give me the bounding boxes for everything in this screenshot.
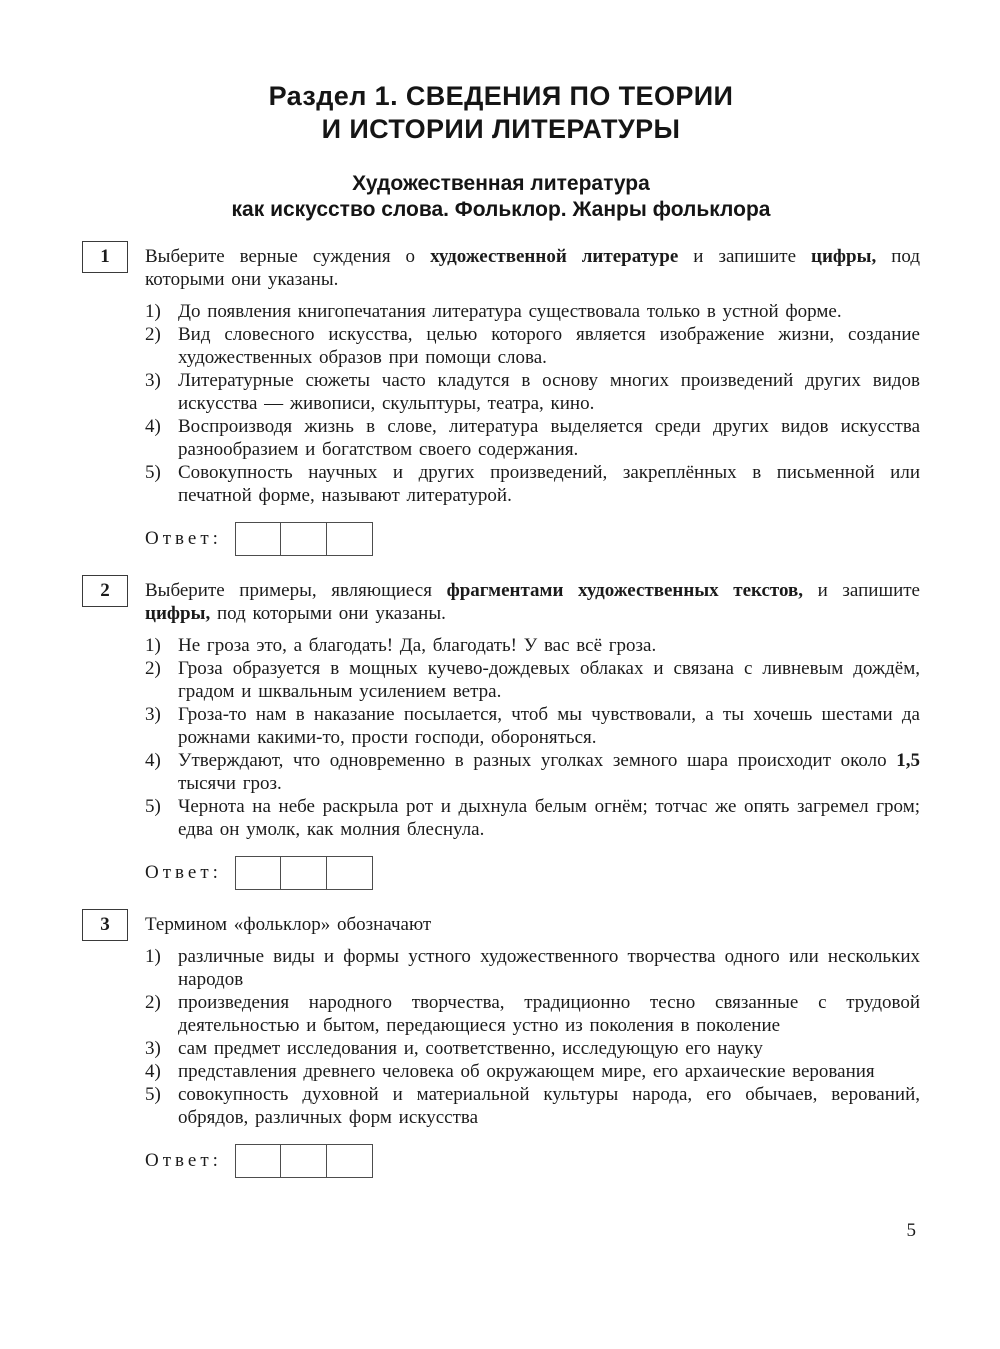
option-item [145,634,920,657]
option-text: До появления книгопечатания литература существовала только в устной форме. [178,301,842,322]
section-title-line2: И ИСТОРИИ ЛИТЕРАТУРЫ [321,114,681,144]
option-item [145,703,920,749]
option-number: 4) [145,750,161,771]
question-1 [82,245,920,557]
topic-title-line1: Художественная литература [352,172,650,195]
option-number: 4) [145,416,161,437]
answer-label: Ответ: [145,528,222,549]
option-item [145,300,920,323]
option-number: 1) [145,635,161,656]
option-number: 3) [145,704,161,725]
option-item [145,323,920,369]
question-1-options [145,300,920,507]
option-text: произведения народного творчества, традиционно тесно связанные с трудовой деятельностью и бытом, передающиеся устно из поколения в поколение [178,992,920,1036]
answer-cell [281,522,327,556]
answer-boxes [235,856,373,890]
option-item [145,369,920,415]
option-item [145,657,920,703]
question-1-number-box [82,241,128,273]
option-item [145,461,920,507]
question-1-prompt: Выберите верные суждения о художественной литературе и запишите цифры, под которыми они указаны. [145,246,920,290]
option-text: сам предмет исследования и, соответственно, исследующую его науку [178,1038,763,1059]
option-number: 5) [145,462,161,483]
option-item [145,1037,920,1060]
section-title-line1: Раздел 1. СВЕДЕНИЯ ПО ТЕОРИИ [268,81,734,111]
topic-title-line2: как искусство слова. Фольклор. Жанры фольклора [231,198,771,221]
option-text: различные виды и формы устного художественного творчества одного или нескольких народов [178,946,920,990]
option-number: 5) [145,796,161,817]
answer-cell [235,1144,281,1178]
answer-row [145,521,920,557]
option-number: 3) [145,1038,161,1059]
option-text: Литературные сюжеты часто кладутся в основу многих произведений других видов искусства — живописи, скульптуры, театра, кино. [178,370,920,414]
option-text: Чернота на небе раскрыла рот и дыхнула белым огнём; тотчас же опять загремел гром; едва он умолк, как молния блеснула. [178,796,920,840]
option-item [145,945,920,991]
answer-boxes [235,522,373,556]
option-text: совокупность духовной и материальной культуры народа, его обычаев, верований, обрядов, различных форм искусства [178,1084,920,1128]
answer-cell [327,1144,373,1178]
topic-title [82,171,920,223]
answer-label: Ответ: [145,1150,222,1171]
option-item [145,749,920,795]
option-item [145,415,920,461]
option-number: 2) [145,658,161,679]
option-number: 5) [145,1084,161,1105]
question-3 [82,913,920,1179]
option-number: 2) [145,324,161,345]
answer-boxes [235,1144,373,1178]
option-number: 3) [145,370,161,391]
option-text: представления древнего человека об окружающем мире, его архаические верования [178,1061,875,1082]
question-3-prompt: Термином «фольклор» обозначают [145,914,432,935]
answer-row [145,855,920,891]
option-text: Гроза-то нам в наказание посылается, чтоб мы чувствовали, а ты хочешь шестами да рожнами какими-то, прости господи, обороняться. [178,704,920,748]
option-text: Воспроизводя жизнь в слове, литература выделяется среди других видов искусства разнообразием и богатством своего содержания. [178,416,920,460]
question-2-prompt: Выберите примеры, являющиеся фрагментами художественных текстов, и запишите цифры, под которыми они указаны. [145,580,920,624]
question-2-number-box [82,575,128,607]
answer-label: Ответ: [145,862,222,883]
section-title [82,80,920,146]
answer-cell [281,856,327,890]
question-3-number: 3 [100,914,110,935]
question-1-number: 1 [100,246,110,267]
answer-cell [281,1144,327,1178]
option-number: 4) [145,1061,161,1082]
option-number: 1) [145,301,161,322]
question-2 [82,579,920,891]
question-2-options [145,634,920,841]
answer-cell [235,522,281,556]
page-number: 5 [906,1220,916,1241]
option-number: 1) [145,946,161,967]
answer-cell [327,856,373,890]
question-3-options [145,945,920,1129]
option-text: Утверждают, что одновременно в разных уголках земного шара происходит около 1,5 тысячи гроз. [178,750,920,794]
option-item [145,1083,920,1129]
option-number: 2) [145,992,161,1013]
option-text: Совокупность научных и других произведений, закреплённых в письменной или печатной форме, называют литературой. [178,462,920,506]
question-3-number-box [82,909,128,941]
option-item [145,1060,920,1083]
option-text: Вид словесного искусства, целью которого является изображение жизни, создание художественных образов при помощи слова. [178,324,920,368]
option-item [145,795,920,841]
option-text: Гроза образуется в мощных кучево-дождевых облаках и связана с ливневым дождём, градом и шквальным усилением ветра. [178,658,920,702]
option-text: Не гроза это, а благодать! Да, благодать! У вас всё гроза. [178,635,657,656]
answer-cell [235,856,281,890]
answer-cell [327,522,373,556]
question-2-number: 2 [100,580,110,601]
option-item [145,991,920,1037]
answer-row [145,1143,920,1179]
